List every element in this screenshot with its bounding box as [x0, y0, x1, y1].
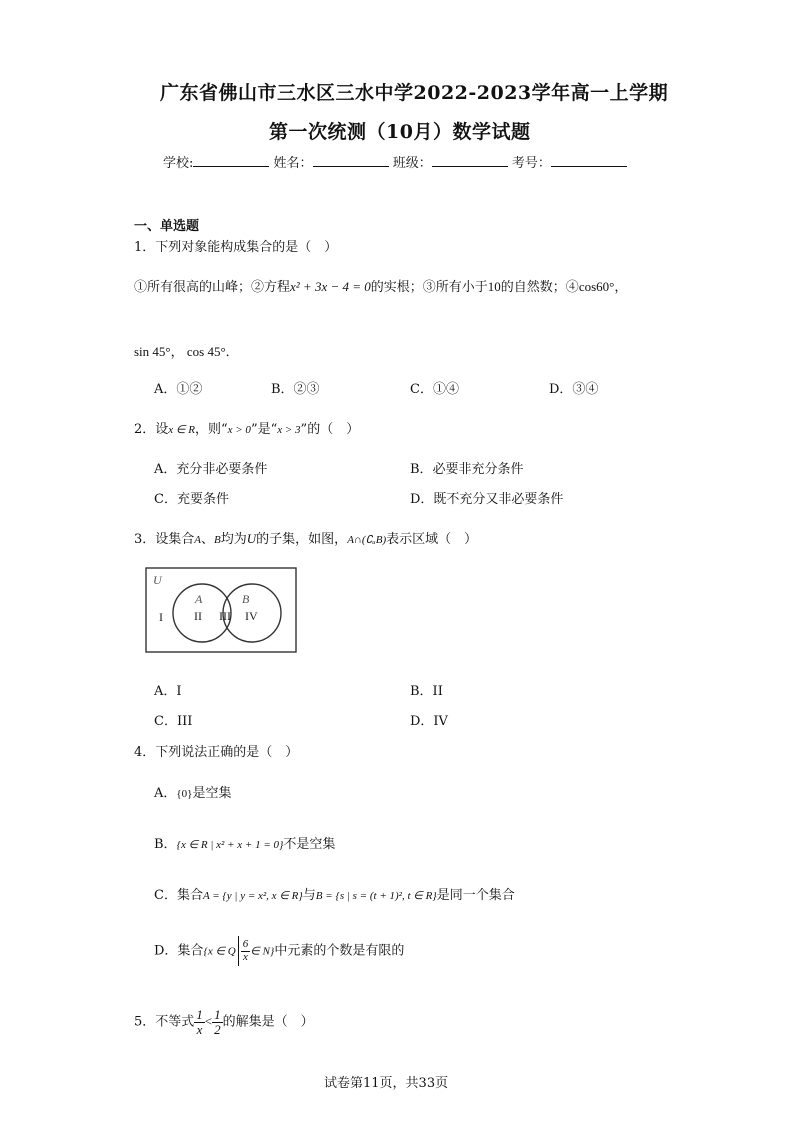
name-label: 姓名：	[273, 156, 313, 171]
q5-fraction-1	[194, 1008, 205, 1036]
q1-option-b[interactable]: B．②③	[271, 382, 320, 397]
q3-set-b: B	[214, 534, 221, 546]
q2-mid1: ，则“	[194, 422, 228, 437]
q4-a-text: 是空集	[192, 786, 232, 801]
q5-frac2-num: 1	[214, 1007, 221, 1022]
q1-items-part1: ①所有很高的山峰；②方程	[134, 280, 291, 295]
q3-option-b[interactable]: B．II	[410, 684, 443, 699]
page-footer: 试卷第11页，共33页	[324, 1076, 449, 1091]
q5-lt: <	[204, 1013, 213, 1029]
q4-option-c[interactable]	[154, 884, 515, 903]
q5-stem	[134, 1008, 314, 1036]
q2-option-d[interactable]: D．既不充分又非必要条件	[410, 492, 564, 507]
school-blank[interactable]	[193, 154, 269, 167]
q4-c-text: 是同一个集合	[436, 888, 515, 903]
venn-region-3: III	[219, 609, 231, 623]
q3-mid2: 的子集，如图，	[256, 532, 348, 547]
venn-label-u: U	[153, 573, 162, 587]
q3-prefix: 3．设集合	[134, 532, 195, 547]
q1-line2: sin 45°， cos 45°．	[134, 344, 239, 359]
q1-items-part3: 的自然数；④	[500, 280, 579, 295]
q4-d-frac-num: 6	[242, 937, 249, 950]
q5-suffix: 的解集是（ ）	[222, 1014, 314, 1030]
exam-number-label: 考号：	[511, 156, 551, 171]
q5-frac2-den: 2	[214, 1021, 221, 1037]
q3-stem	[134, 528, 477, 547]
q1-items-part2: 的实根；③所有小于	[370, 280, 488, 295]
q2-cond2: x > 3	[277, 424, 301, 436]
q2-option-a[interactable]: A．充分非必要条件	[154, 462, 268, 477]
q2-stem	[134, 418, 359, 437]
q4-option-a[interactable]	[154, 782, 231, 801]
q5-prefix: 5．不等式	[134, 1014, 195, 1030]
q2-option-b[interactable]: B．必要非充分条件	[410, 462, 524, 477]
class-blank[interactable]	[432, 154, 508, 167]
q4-option-b[interactable]	[154, 833, 335, 852]
q4-d-label: D．集合	[154, 943, 204, 959]
q2-option-c[interactable]: C．充要条件	[154, 492, 229, 507]
q4-d-set-right: ∈ N}	[250, 945, 275, 958]
q3-set-a: A	[194, 534, 202, 546]
q3-suffix: 表示区域（ ）	[386, 532, 478, 547]
q3-option-a[interactable]: A．Ⅰ	[154, 684, 182, 699]
q4-option-d[interactable]	[154, 936, 404, 966]
q1-trailing-comma: ，	[614, 280, 628, 295]
q2-mid2: ”是“	[250, 422, 278, 437]
q4-b-text: 不是空集	[283, 837, 336, 852]
q4-c-label: C．集合	[154, 888, 203, 903]
q4-d-set-left: {x ∈ Q	[203, 945, 236, 958]
q4-stem: 4．下列说法正确的是（ ）	[134, 745, 299, 760]
q1-stem: 1．下列对象能构成集合的是（ ）	[134, 240, 338, 255]
q4-c-set-a: A = {y | y = x², x ∈ R}	[202, 890, 303, 902]
q3-expression: A∩(∁ᵤB)	[347, 534, 387, 546]
section-heading: 一、单选题	[134, 219, 200, 234]
venn-region-2: II	[194, 609, 202, 623]
q1-option-d[interactable]: D．③④	[549, 382, 599, 397]
venn-label-b: B	[242, 592, 250, 606]
q5-frac1-den: x	[196, 1021, 203, 1037]
q4-d-text: 中元素的个数是有限的	[274, 943, 405, 959]
q4-a-label: A．	[154, 786, 177, 801]
q1-option-c[interactable]: C．①④	[410, 382, 459, 397]
q1-option-a[interactable]: A．①②	[154, 382, 203, 397]
q5-frac1-num: 1	[196, 1007, 203, 1022]
title-line1: 广东省佛山市三水区三水中学2022-2023学年高一上学期	[160, 82, 669, 104]
exam-number-blank[interactable]	[551, 154, 627, 167]
q1-equation: x² + 3x − 4 = 0	[290, 279, 371, 294]
q3-mid: 均为	[220, 532, 247, 547]
q3-option-d[interactable]: D．IV	[410, 714, 448, 729]
q4-b-label: B．	[154, 837, 177, 852]
q3-option-c[interactable]: C．III	[154, 714, 193, 729]
venn-label-a: A	[195, 592, 203, 606]
q4-d-divider	[238, 936, 239, 966]
q2-prefix: 2．设	[134, 422, 169, 437]
q3-set-u: U	[246, 531, 257, 546]
class-label: 班级：	[392, 156, 432, 171]
q2-x-in-r: x ∈ R	[168, 424, 195, 436]
q1-cos60: cos60°	[578, 279, 615, 294]
q3-sep: 、	[201, 532, 215, 547]
name-blank[interactable]	[313, 154, 389, 167]
q5-fraction-2	[212, 1008, 223, 1036]
q4-d-fraction	[241, 939, 251, 963]
title-line2: 第一次统测（10月）数学试题	[269, 121, 531, 143]
venn-diagram	[144, 566, 300, 656]
q2-cond1: x > 0	[227, 424, 251, 436]
school-label: 学校:	[163, 156, 194, 171]
q4-c-mid: 与	[302, 888, 316, 903]
q4-d-frac-den: x	[243, 950, 248, 963]
q1-ten: 10	[487, 279, 501, 294]
q4-b-set: {x ∈ R | x² + x + 1 = 0}	[176, 839, 284, 851]
q1-items	[134, 276, 627, 295]
q4-c-set-b: B = {s | s = (t + 1)², t ∈ R}	[315, 890, 437, 902]
venn-region-1: I	[159, 610, 163, 624]
q2-suffix: ”的（ ）	[300, 422, 360, 437]
q4-a-set: {0}	[176, 788, 193, 800]
student-info-line	[163, 152, 627, 171]
venn-region-4: IV	[245, 609, 258, 623]
